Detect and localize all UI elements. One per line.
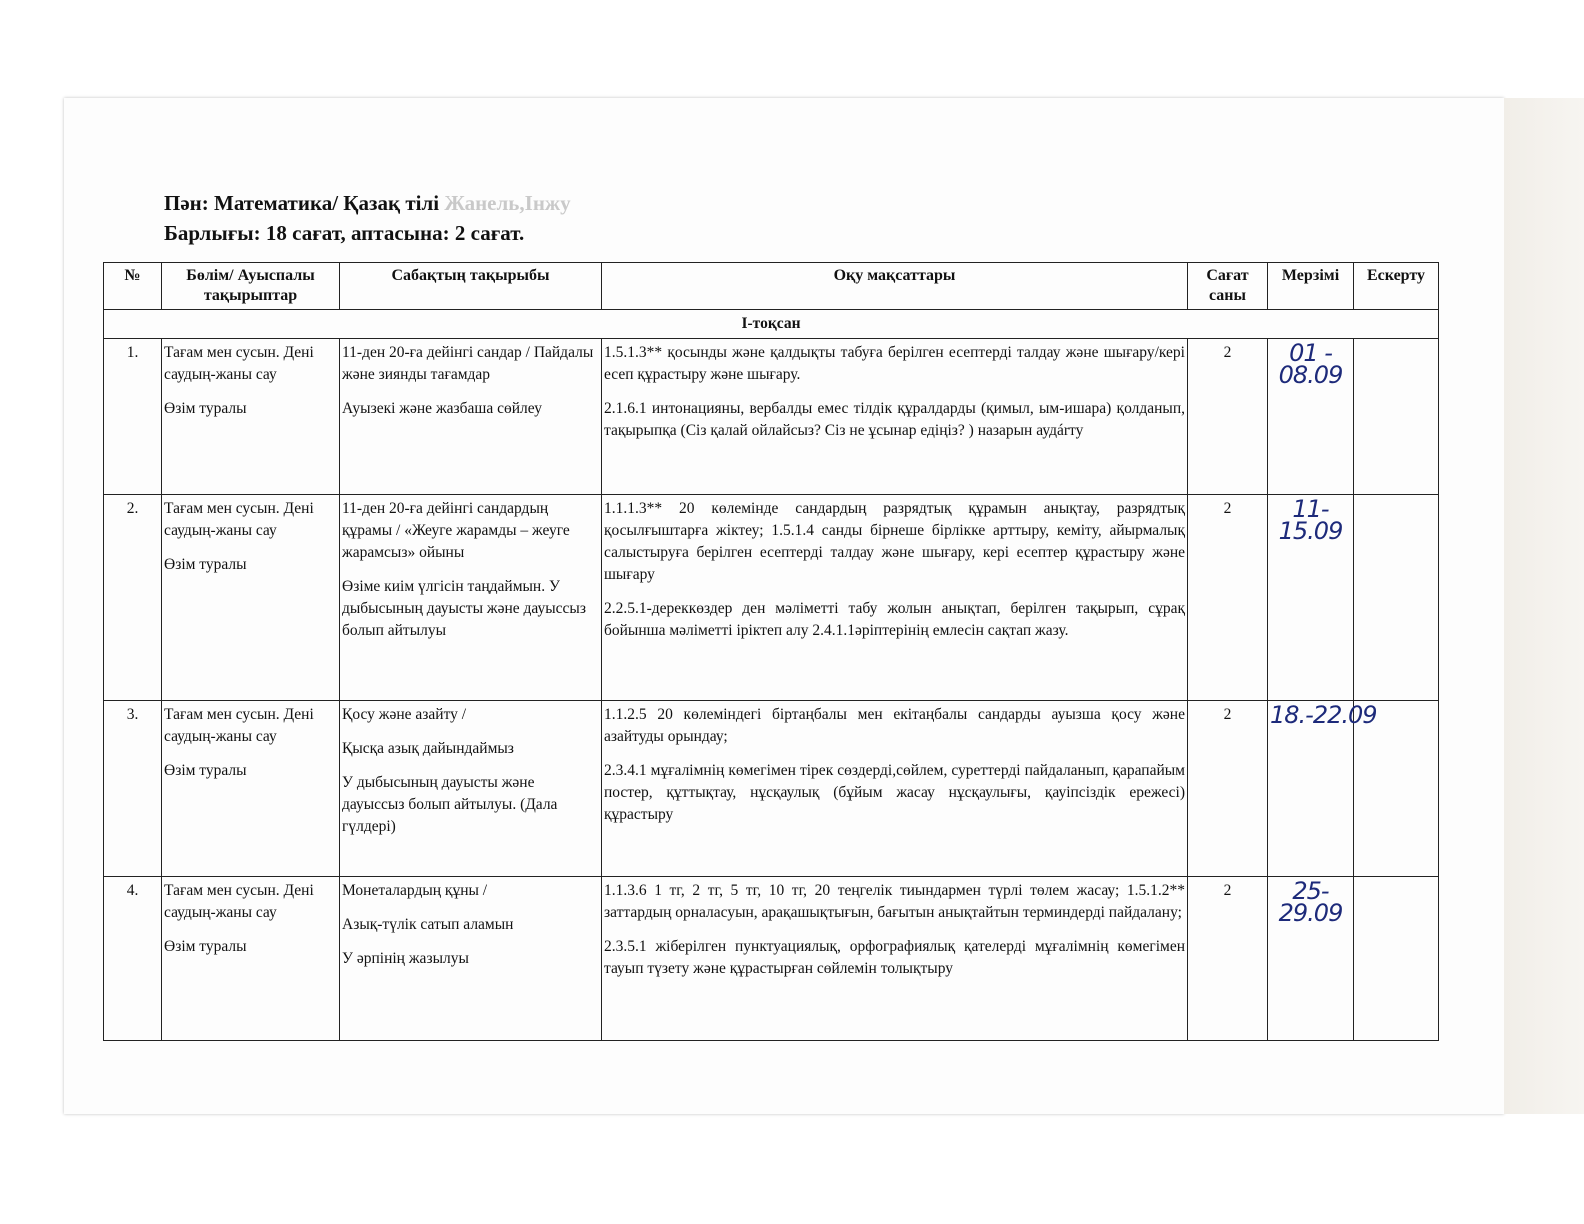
topic-cell xyxy=(340,701,602,877)
section-subtheme: Өзім туралы xyxy=(164,762,247,779)
topic-cell xyxy=(340,877,602,1041)
handwritten-date: 25-29.09 xyxy=(1268,877,1354,1041)
topic-language: Қысқа азық дайындаймыз xyxy=(342,740,514,757)
objective-language: 2.2.5.1-дереккөздер ден мәліметті табу жолын анықтап, берілген тақырып, сұрақ бойынша мәліметті іріктеп алу 2.4.1.1әріптерінің емлесін сақтап жазу. xyxy=(604,600,1185,639)
objective-math: 1.1.1.3** 20 көлемінде сандардың разрядтық құрамын анықтау, разрядтық қосылғыштарға жіктеу; 1.5.1.4 санды бірнеше бірлікке арттыру, кеміту, айырмалық салыстыруға берілген есептерді талдау және шығару, кері есептер құрастыру және шығару xyxy=(604,500,1185,583)
hours-cell: 2 xyxy=(1188,701,1268,877)
section-theme: Тағам мен сусын. Дені саудың-жаны сау xyxy=(164,344,314,383)
topic-math: Монеталардың құны / xyxy=(342,882,488,899)
objective-math: 1.1.2.5 20 көлеміндегі біртаңбалы мен екітаңбалы сандарды ауызша қосу және азайтуды орындау; xyxy=(604,706,1185,745)
topic-language: Ауызекі және жазбаша сөйлеу xyxy=(342,400,543,417)
objectives-cell xyxy=(602,701,1188,877)
col-header-note: Ескерту xyxy=(1354,263,1439,310)
section-subtheme: Өзім туралы xyxy=(164,938,247,955)
hours-cell: 2 xyxy=(1188,339,1268,495)
section-cell xyxy=(162,701,340,877)
objective-language: 2.1.6.1 интонацияны, вербалды емес тілдік құралдарды (қимыл, ым-ишара) қолданып, тақырыпқа (Сіз қалай ойлайсыз? Сіз не ұсынар едіңіз? ) назарын аудárту xyxy=(604,400,1185,439)
topic-cell xyxy=(340,495,602,701)
topic-math: 11-ден 20-ға дейінгі сандар / Пайдалы және зиянды тағамдар xyxy=(342,344,594,383)
col-header-date: Мерзімі xyxy=(1268,263,1354,310)
topic-math: Қосу және азайту / xyxy=(342,706,467,723)
section-cell xyxy=(162,495,340,701)
row-number: 3. xyxy=(104,701,162,877)
row-number: 2. xyxy=(104,495,162,701)
objectives-cell xyxy=(602,877,1188,1041)
row-number: 1. xyxy=(104,339,162,495)
topic-language: Өзіме киім үлгісін таңдаймын. У дыбысының дауысты және дауыссыз болып айтылуы xyxy=(342,578,586,639)
section-theme: Тағам мен сусын. Дені саудың-жаны сау xyxy=(164,882,314,921)
section-subtheme: Өзім туралы xyxy=(164,556,247,573)
background-edge xyxy=(1504,98,1584,1114)
table-row xyxy=(104,339,1439,495)
objective-math: 1.5.1.3** қосынды және қалдықты табуға берілген есептерді талдау және шығару/кері есеп құрастыру және шығару. xyxy=(604,344,1185,383)
quarter-label: І-тоқсан xyxy=(104,310,1439,339)
section-cell xyxy=(162,339,340,495)
topic-phonetics: У дыбысының дауысты және дауыссыз болып айтылуы. (Дала гүлдері) xyxy=(342,774,558,835)
note-cell xyxy=(1354,495,1439,701)
handwritten-date: 18.-22.09 xyxy=(1268,701,1354,877)
hours-cell: 2 xyxy=(1188,877,1268,1041)
lesson-plan-table xyxy=(103,262,1439,1041)
note-cell xyxy=(1354,339,1439,495)
col-header-hours: Сағат саны xyxy=(1188,263,1268,310)
section-subtheme: Өзім туралы xyxy=(164,400,247,417)
table-row xyxy=(104,877,1439,1041)
table-row xyxy=(104,495,1439,701)
topic-language: Азық-түлік сатып аламын xyxy=(342,916,514,933)
section-theme: Тағам мен сусын. Дені саудың-жаны сау xyxy=(164,706,314,745)
col-header-lesson-topic: Сабақтың тақырыбы xyxy=(340,263,602,310)
hours-line: Барлығы: 18 сағат, аптасына: 2 сағат. xyxy=(164,221,525,245)
row-number: 4. xyxy=(104,877,162,1041)
handwritten-date: 11- 15.09 xyxy=(1268,495,1354,701)
col-header-objectives: Оқу мақсаттары xyxy=(602,263,1188,310)
subject-faded-text: Жанель,Інжу xyxy=(444,191,571,215)
objectives-cell xyxy=(602,495,1188,701)
table-header-row xyxy=(104,263,1439,310)
section-cell xyxy=(162,877,340,1041)
table-row xyxy=(104,701,1439,877)
objective-language: 2.3.4.1 мұғалімнің көмегімен тірек сөздерді,сөйлем, суреттерді пайдаланып, қарапайым постер, құттықтау, нұсқаулық (бұйым жасау нұсқаулығы, қауіпсіздік ережесі) құрастыру xyxy=(604,762,1185,823)
objective-math: 1.1.3.6 1 тг, 2 тг, 5 тг, 10 тг, 20 теңгелік тиындармен түрлі төлем жасау; 1.5.1.2** заттардың орналасуын, арақашықтығын, бағытын анықтайтын терминдерді пайдалану; xyxy=(604,882,1185,921)
quarter-row xyxy=(104,310,1439,339)
handwritten-date: 01 - 08.09 xyxy=(1268,339,1354,495)
section-theme: Тағам мен сусын. Дені саудың-жаны сау xyxy=(164,500,314,539)
objective-language: 2.3.5.1 жіберілген пунктуациялық, орфографиялық қателерді мұғалімнің көмегімен тауып түзету және құрастырған сөйлемін толықтыру xyxy=(604,938,1185,977)
topic-math: 11-ден 20-ға дейінгі сандардың құрамы / «Жеуге жарамды – жеуге жарамсыз» ойыны xyxy=(342,500,570,561)
col-header-section: Бөлім/ Ауыспалы тақырыптар xyxy=(162,263,340,310)
hours-cell: 2 xyxy=(1188,495,1268,701)
topic-phonetics: У әрпінің жазылуы xyxy=(342,950,469,967)
document-header xyxy=(164,188,571,248)
objectives-cell xyxy=(602,339,1188,495)
subject-line xyxy=(164,188,571,218)
subject-text: Пән: Математика/ Қазақ тілі xyxy=(164,191,440,215)
note-cell xyxy=(1354,877,1439,1041)
col-header-no: № xyxy=(104,263,162,310)
topic-cell xyxy=(340,339,602,495)
